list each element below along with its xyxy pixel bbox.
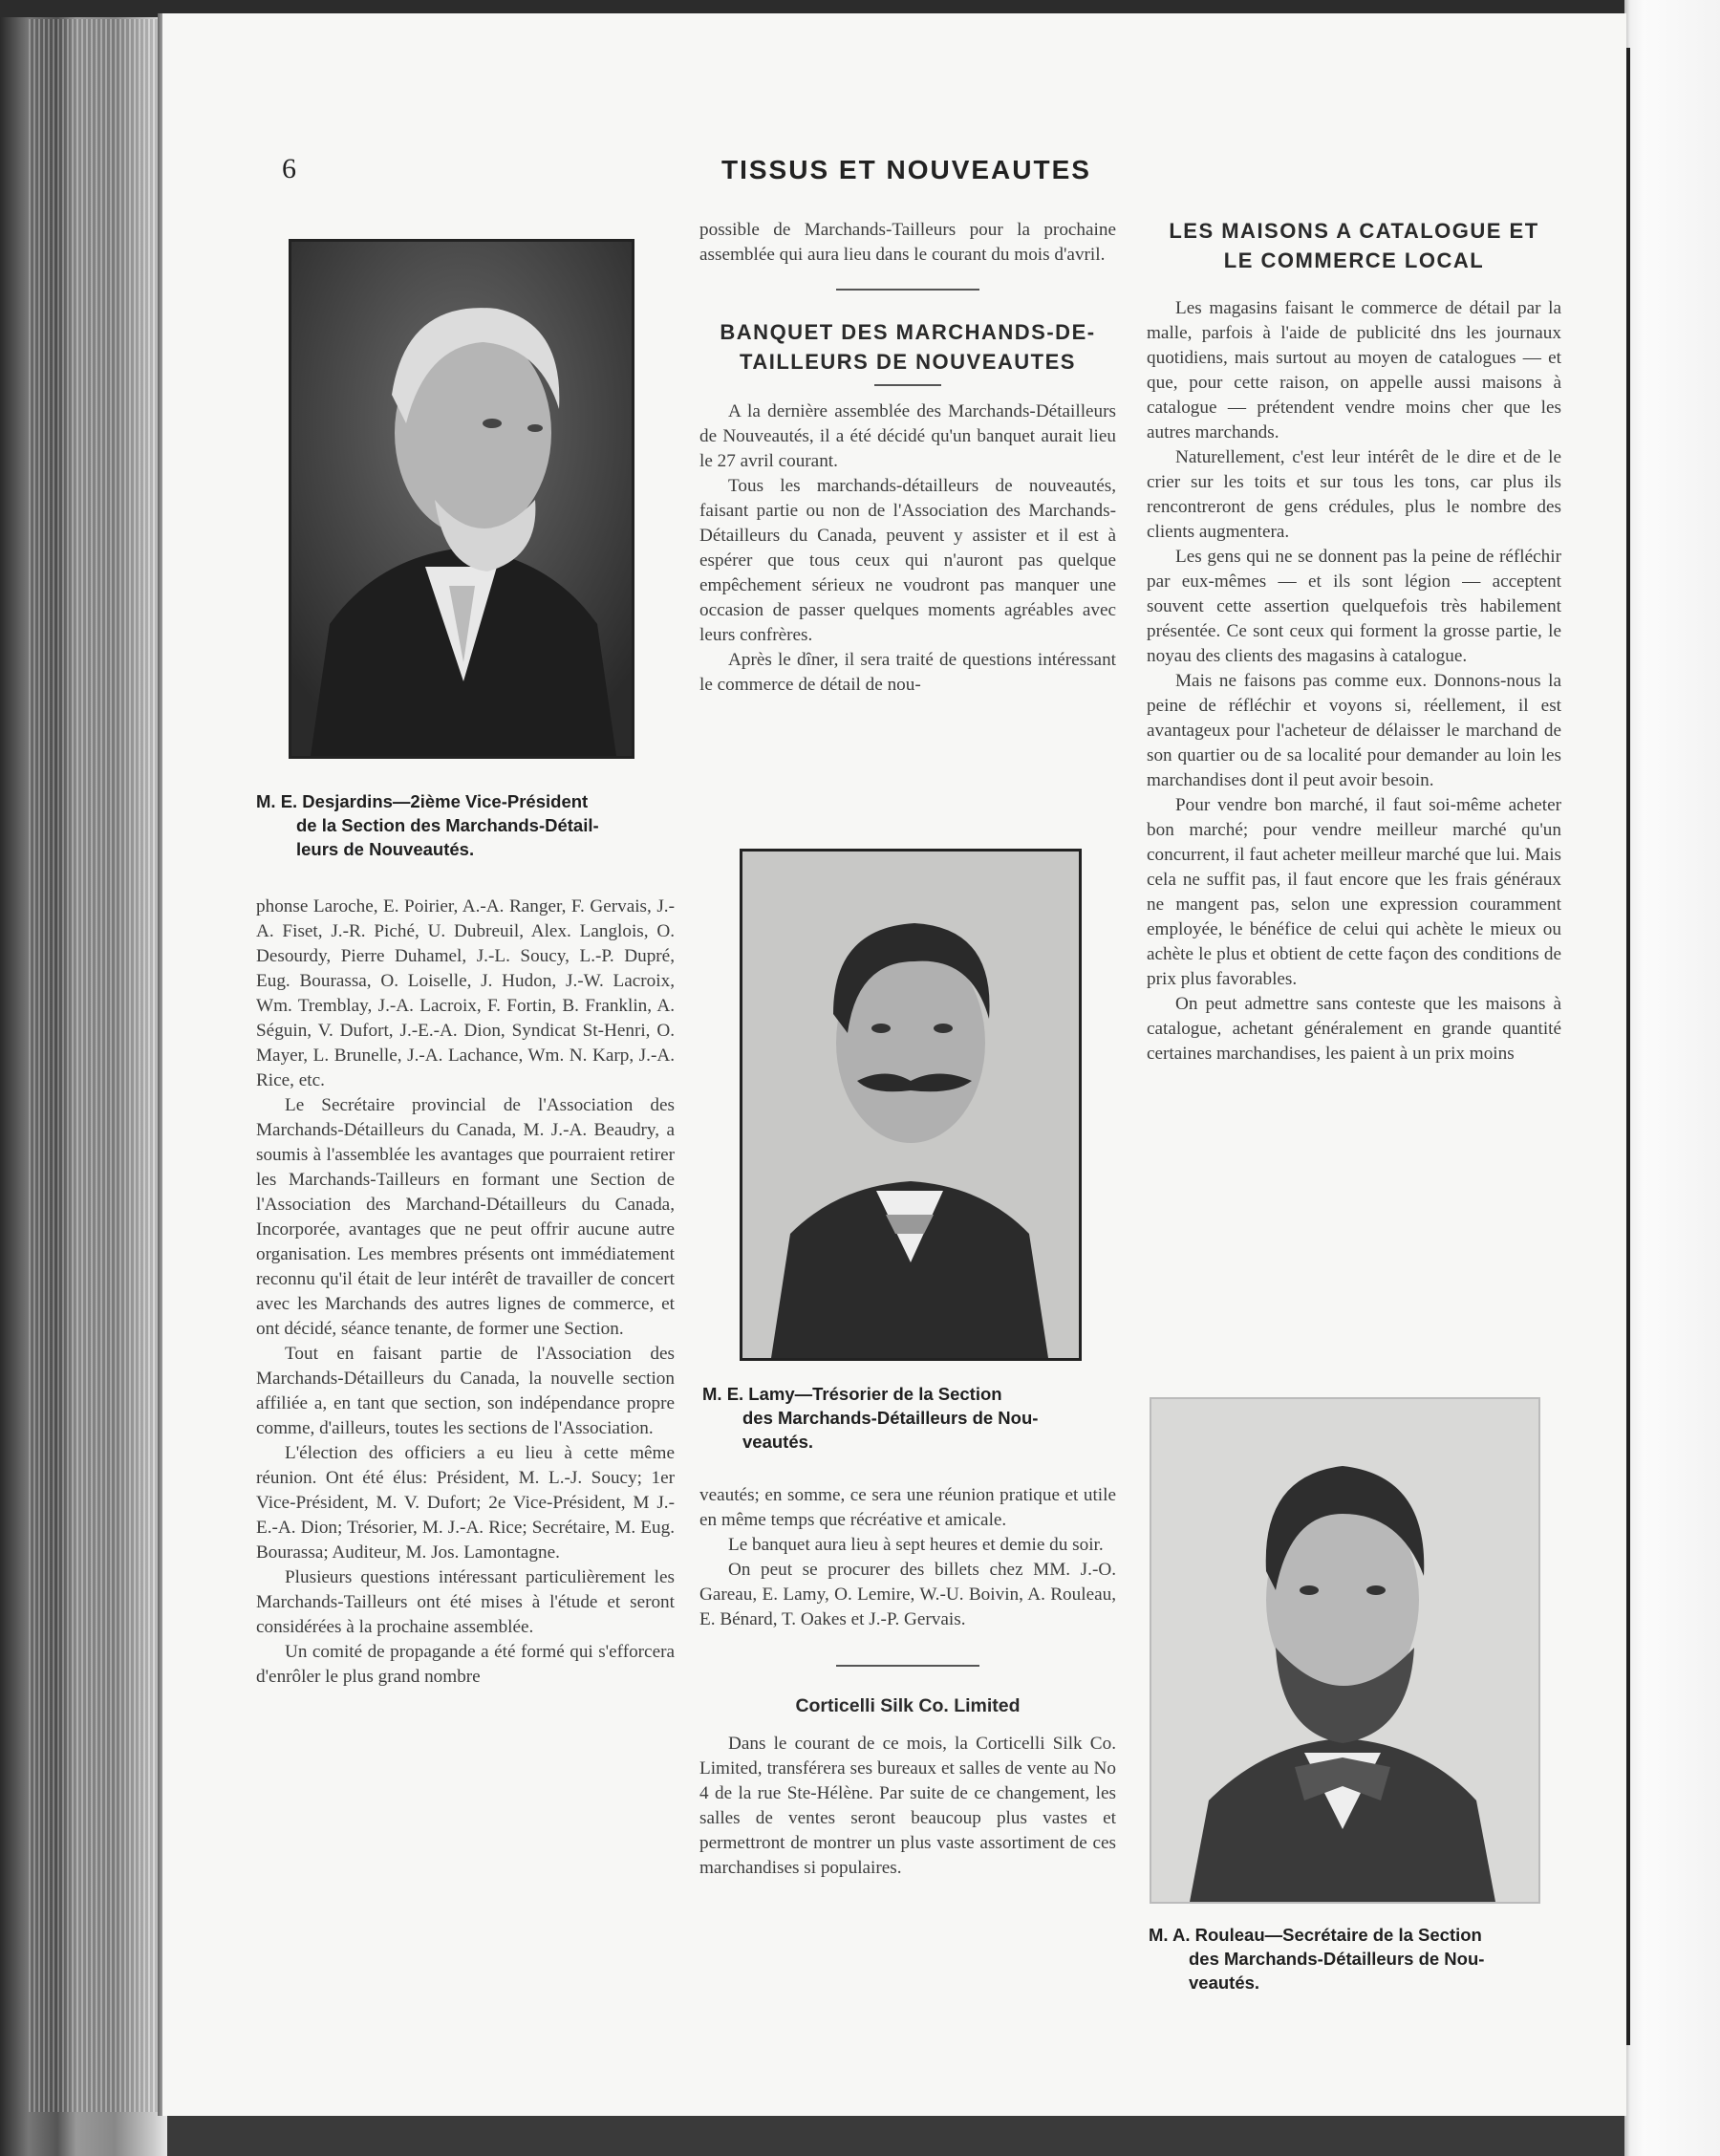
portrait-desjardins (289, 239, 634, 759)
caption-desjardins (256, 789, 677, 861)
paragraph: Le Secrétaire provincial de l'Association des Marchands-Détailleurs du Canada, M. J.-A. Beaudry, a soumis à l'assemblée les avantages que pourraient retirer les Marchands-Tailleurs en formant une Section de l'Association des Marchand-Détailleurs du Canada, Incorporée, avantages que ne peut offrir aucune autre organisation. Les membres présents ont immédiatement reconnu qu'il était de leur intérêt de travailler de concert avec les Marchands des autres lignes de commerce, et ont décidé, séance tenante, de former une Section. (256, 1095, 675, 1339)
paragraph: Dans le courant de ce mois, la Corticelli Silk Co. Limited, transférera ses bureaux et salles de vente au No 4 de la rue Ste-Hélène. Par suite de ce changement, les salles de ventes seront beaucoup plus vastes et permettront de montrer un plus vaste assortiment de ces marchandises si populaires. (699, 1734, 1116, 1878)
column-2-bottom-text (699, 1483, 1116, 1881)
paragraph: A la dernière assemblée des Marchands-Détailleurs de Nouveautés, il a été décidé qu'un banquet aurait lieu le 27 avril courant. (699, 400, 1116, 471)
caption-line: leurs de Nouveautés. (296, 839, 475, 859)
column-3-text (1147, 216, 1561, 1067)
paragraph: On peut admettre sans conteste que les maisons à catalogue, achetant généralement en grande quantité certaines marchandises, les paient à un prix moins (1147, 994, 1561, 1064)
paragraph: Pour vendre bon marché, il faut soi-même acheter bon marché; pour vendre meilleur marché qu'un concurrent, il faut acheter meilleur marché que lui. Mais cela ne suffit pas, il faut encore que les frais généraux ne mangent pas, selon une expression couramment employée, le bénéfice de celui qui achète le mieux ou achète le plus et obtient de cette façon des conditions de prix plus favorables. (1147, 795, 1561, 989)
paragraph: possible de Marchands-Tailleurs pour la prochaine assemblée qui aura lieu dans le courant du mois d'avril. (699, 220, 1116, 265)
paragraph: Naturellement, c'est leur intérêt de le dire et de le crier sur les toits et sur tous les tons, car plus ils rencontreront de gens crédules, plus le nombre des clients augmentera. (1147, 447, 1561, 542)
banquet-heading (699, 317, 1116, 377)
caption-line: M. A. Rouleau—Secrétaire de la Section (1149, 1925, 1482, 1945)
paragraph: On peut se procurer des billets chez MM. J.-O. Gareau, E. Lamy, O. Lemire, W.-U. Boivin, A. Rouleau, E. Bénard, T. Oakes et J.-P. Gervais. (699, 1560, 1116, 1629)
paragraph: Les gens qui ne se donnent pas la peine de réfléchir par eux-mêmes — et ils sont légion — acceptent souvent cette assertion quelquefois très habilement présentée. Ce sont ceux qui forment la grosse partie, le noyau des clients des magasins à catalogue. (1147, 547, 1561, 666)
heading-line: LES MAISONS A CATALOGUE ET (1169, 219, 1539, 243)
paragraph: Le banquet aura lieu à sept heures et demie du soir. (728, 1535, 1104, 1555)
page-title: TISSUS ET NOUVEAUTES (721, 155, 1091, 184)
portrait-lamy (740, 849, 1082, 1361)
paragraph: Plusieurs questions intéressant particulièrement les Marchands-Tailleurs ont été mises à l'étude et seront considérées à la prochaine assemblée. (256, 1567, 675, 1637)
heading-line: BANQUET DES MARCHANDS-DE- (720, 320, 1096, 344)
divider (836, 289, 979, 291)
paragraph: Mais ne faisons pas comme eux. Donnons-nous la peine de réfléchir et voyons si, réellement, il est avantageux pour l'acheteur de délaisser le marchand de son quartier ou de sa localité pour demander au loin les marchandises dont il peut avoir besoin. (1147, 671, 1561, 790)
paragraph: veautés; en somme, ce sera une réunion pratique et utile en même temps que récréative et amicale. (699, 1485, 1116, 1530)
caption-line: des Marchands-Détailleurs de Nou- (742, 1408, 1039, 1428)
caption-line: veautés. (1189, 1973, 1260, 1993)
page-number: 6 (282, 153, 296, 184)
catalogue-heading (1147, 216, 1561, 275)
facing-page (1624, 0, 1720, 2156)
caption-lamy (702, 1382, 1123, 1454)
caption-line: des Marchands-Détailleurs de Nou- (1189, 1949, 1485, 1969)
portrait-rouleau (1150, 1397, 1540, 1904)
caption-line: de la Section des Marchands-Détail- (296, 815, 599, 835)
divider (874, 384, 941, 386)
caption-line: veautés. (742, 1432, 814, 1452)
divider (836, 1665, 979, 1667)
column-1-text (256, 895, 675, 1690)
paragraph: Tous les marchands-détailleurs de nouveautés, faisant partie ou non de l'Association des Marchands-Détailleurs du Canada, peuvent y assister et il est à espérer que tous ceux qui n'auront pas quelque empêchement sérieux ne voudront pas manquer une occasion de passer quelques moments agréables avec leurs confrères. (699, 475, 1116, 645)
paragraph: Les magasins faisant le commerce de détail par la malle, parfois à l'aide de publicité dns les journaux quotidiens, mais surtout au moyen de catalogues — et que, pour cette raison, on appelle aussi maisons à catalogue — prétendent vendre moins cher que les autres marchands. (1147, 298, 1561, 442)
paragraph: Après le dîner, il sera traité de questions intéressant le commerce de détail de nou- (699, 649, 1116, 695)
page-edges (29, 19, 162, 2112)
paragraph: Un comité de propagande a été formé qui s'efforcera d'enrôler le plus grand nombre (256, 1642, 675, 1687)
paragraph: L'élection des officiers a eu lieu à cette même réunion. Ont été élus: Président, M. L.-J. Soucy; 1er Vice-Président, M. V. Dufort; 2e Vice-Président, M J.-E.-A. Dion; Trésorier, M. J.-A. Rice; Secrétaire, M. Eug. Bourassa; Auditeur, M. Jos. Lamontagne. (256, 1443, 675, 1563)
caption-line: M. E. Lamy—Trésorier de la Section (702, 1384, 1002, 1404)
heading-line: TAILLEURS DE NOUVEAUTES (740, 350, 1076, 374)
paragraph: phonse Laroche, E. Poirier, A.-A. Ranger, F. Gervais, J.-A. Fiset, J.-R. Piché, U. Dubreuil, Alex. Langlois, O. Desourdy, Pierre Duhamel, J.-L. Soucy, L.-P. Dupré, Eug. Bourassa, O. Loiselle, J. Hudon, J.-W. Lacroix, Wm. Tremblay, J.-A. Lacroix, F. Fortin, B. Franklin, A. Séguin, V. Dufort, J.-E.-A. Dion, Syndicat St-Henri, O. Mayer, L. Brunelle, J.-A. Lachance, Wm. N. Karp, J.-A. Rice, etc. (256, 896, 675, 1090)
caption-rouleau (1149, 1923, 1588, 1994)
paragraph: Tout en faisant partie de l'Association des Marchands-Détailleurs du Canada, la nouvelle section affiliée a, en tant que section, son indépendance propre comme, d'ailleurs, toutes les sections de l'Association. (256, 1344, 675, 1438)
corticelli-heading: Corticelli Silk Co. Limited (795, 1695, 1021, 1716)
column-2-top-text (699, 218, 1116, 698)
heading-line: LE COMMERCE LOCAL (1223, 248, 1485, 272)
caption-line: M. E. Desjardins—2ième Vice-Président (256, 791, 589, 811)
